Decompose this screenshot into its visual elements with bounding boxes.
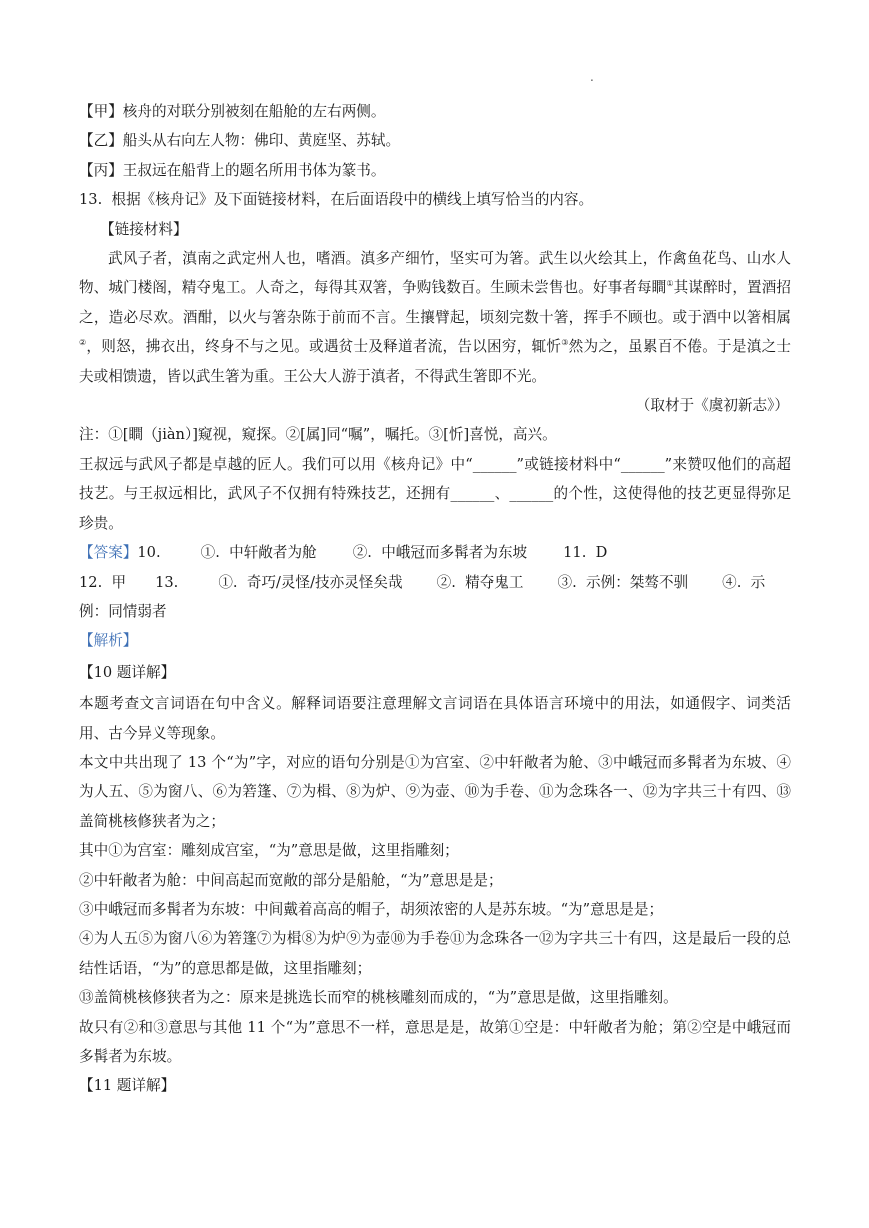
answer-row-1 — [79, 538, 791, 567]
answer-q13-a4-cont: 例：同情弱者 — [79, 602, 167, 620]
analysis-p2: 本文中共出现了 13 个“为”字，对应的语句分别是①为宫室、②中轩敞者为舱、③中峨冠而多髯者为东坡、④为人五、⑤为窗八、⑥为箬篷、⑦为楫、⑧为炉、⑨为壶、⑩为手卷、⑪为念珠各一、⑫为字共三十有四、⑬盖简桃核修狭者为之； — [79, 753, 791, 830]
answer-q12: 12. 甲 — [79, 573, 127, 591]
q11-detail-title: 【11 题详解】 — [79, 1077, 176, 1095]
link-material-title: 【链接材料】 — [100, 220, 188, 238]
answer-q10-num: 10. — [137, 544, 161, 562]
answer-label: 【答案】 — [79, 544, 138, 562]
answer-row-2 — [79, 568, 791, 597]
footnotes: 注：①[瞷（jiàn）]窥视，窥探。②[属]同“嘱”，嘱托。③[忻]喜悦，高兴。 — [79, 426, 557, 444]
analysis-p4: ②中轩敞者为舱：中间高起而宽敞的部分是船舱，“为”意思是是； — [79, 871, 503, 889]
answer-q13-a4: ④. 示 — [722, 573, 766, 591]
analysis-label: 【解析】 — [79, 632, 138, 650]
analysis-p8: 故只有②和③意思与其他 11 个“为”意思不一样，意思是是，故第①空是：中轩敞者为舱；第②空是中峨冠而多髯者为东坡。 — [79, 1018, 791, 1065]
passage-part-c: ，则怒，拂衣出，终身不与之见。或遇贫士及释道者流，告以困穷，辄忻 — [86, 338, 562, 356]
fill-in-paragraph: 王叔远与武风子都是卓越的匠人。我们可以用《核舟记》中“______”或链接材料中“______”来赞叹他们的高超技艺。与王叔远相比，武风子不仅拥有特殊技艺，还拥有______、______的个性，这使得他的技艺更显得弥足珍贵。 — [79, 455, 791, 532]
link-passage — [79, 244, 791, 391]
analysis-p1: 本题考查文言词语在句中含义。解释词语要注意理解文言词语在具体语言环境中的用法，如通假字、词类活用、古今异义等现象。 — [79, 695, 791, 742]
option-bing: 【丙】王叔远在船背上的题名所用书体为篆书。 — [79, 161, 386, 179]
analysis-p7: ⑬盖简桃核修狭者为之：原来是挑选长而窄的桃核雕刻而成的，“为”意思是做，这里指雕刻。 — [79, 989, 678, 1007]
passage-part-d: 然为之，虽累百不倦。于是滇之士夫或相馈遗，皆以武生箸为重。王公大人游于滇者，不得武生箸即不光。 — [79, 338, 791, 385]
document-page — [79, 97, 791, 1101]
analysis-p6: ④为人五⑤为窗八⑥为箬篷⑦为楫⑧为炉⑨为壶⑩为手卷⑪为念珠各一⑫为字共三十有四，这是最后一段的总结性话语，“为”的意思都是做，这里指雕刻； — [79, 930, 791, 977]
passage-source: （取材于《虞初新志》） — [635, 397, 789, 415]
option-yi: 【乙】船头从右向左人物：佛印、黄庭坚、苏轼。 — [79, 132, 401, 150]
passage-part-a: 武风子者，滇南之武定州人也，嗜酒。滇多产细竹，坚实可为箸。武生以火绘其上，作禽鱼花鸟、山水人物、城门楼阁，精夺鬼工。人奇之，每得其双箸，争购钱数百。生顾未尝售也。好事者每瞷 — [79, 250, 791, 297]
q10-detail-title: 【10 题详解】 — [79, 663, 176, 681]
answer-q13-a3: ③. 示例：桀骜不驯 — [557, 573, 689, 591]
footnote-mark-1: ① — [666, 279, 674, 289]
passage-part-b: 其谋醉时，置酒招之，造必尽欢。酒酣，以火与箸杂陈于前而不言。生攘臂起，顷刻完数十箸，挥手不顾也。或于酒中以箸相属 — [79, 279, 791, 326]
answer-q13-a2: ②. 精夺鬼工 — [436, 573, 524, 591]
footnote-mark-2: ② — [79, 338, 87, 348]
analysis-p5: ③中峨冠而多髯者为东坡：中间戴着高高的帽子，胡须浓密的人是苏东坡。“为”意思是是； — [79, 900, 664, 918]
answer-q10-a1: ①. 中轩敞者为舱 — [200, 544, 317, 562]
answer-q13-num: 13. — [155, 573, 179, 591]
q13-stem: 13. 根据《核舟记》及下面链接材料，在后面语段中的横线上填写恰当的内容。 — [79, 191, 594, 209]
answer-q11: 11. D — [563, 544, 608, 562]
analysis-p3: 其中①为宫室：雕刻成宫室，“为”意思是做，这里指雕刻； — [79, 842, 459, 860]
answer-q13-a1: ①. 奇巧/灵怪/技亦灵怪矣哉 — [218, 573, 403, 591]
header-mark: . — [590, 70, 594, 84]
answer-q10-a2: ②. 中峨冠而多髯者为东坡 — [352, 544, 528, 562]
footnote-mark-3: ③ — [561, 338, 569, 348]
option-jia: 【甲】核舟的对联分别被刻在船舱的左右两侧。 — [79, 103, 386, 120]
